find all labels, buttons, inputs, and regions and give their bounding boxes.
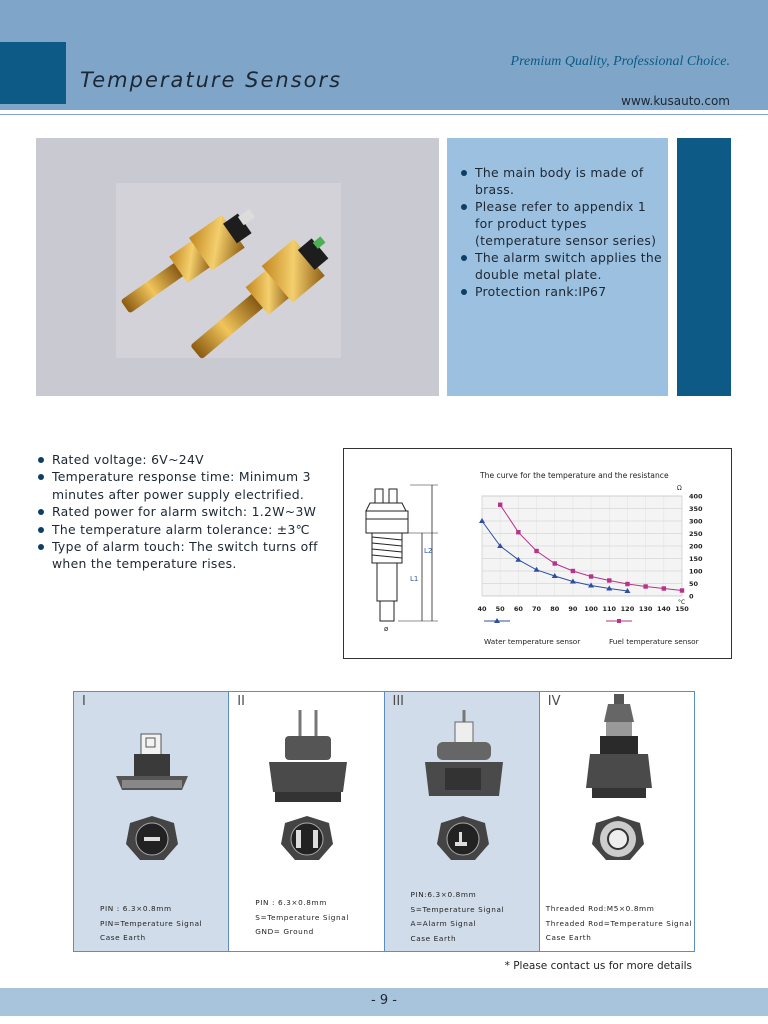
x-tick-label: 50 — [495, 605, 505, 613]
label-l2: L2 — [424, 547, 433, 555]
data-point — [498, 503, 502, 507]
spec-item: Rated voltage: 6V~24V — [36, 451, 336, 468]
feature-item: Please refer to appendix 1 for product types (temperature sensor series) — [459, 198, 664, 249]
page-number: - 9 - — [371, 993, 397, 1008]
type-spec-line: A=Alarm Signal — [410, 919, 477, 928]
type-3-sensor-icon — [385, 692, 540, 892]
y-tick-label: 350 — [689, 505, 703, 513]
x-tick-label: 80 — [550, 605, 560, 613]
type-cell-1 — [74, 692, 229, 951]
curve-figure-svg — [344, 449, 731, 658]
type-spec-line: PIN : 6.3×0.8mm — [255, 898, 327, 907]
x-tick-label: 70 — [532, 605, 542, 613]
type-cell-4 — [540, 692, 694, 951]
product-photo — [36, 138, 439, 396]
feature-list — [459, 164, 664, 300]
type-spec-line: S=Temperature Signal — [255, 912, 349, 922]
type-numeral: II — [237, 694, 245, 709]
x-tick-label: 130 — [638, 605, 653, 613]
type-spec-line: GND= Ground — [255, 927, 314, 936]
label-l1: L1 — [410, 575, 419, 583]
type-spec-line: PIN:6.3×0.8mm — [410, 890, 477, 899]
page-title: Temperature Sensors — [80, 68, 343, 92]
type-spec-line: PIN : 6.3×0.8mm — [100, 904, 172, 913]
y-tick-label: 150 — [689, 555, 703, 563]
spec-list — [36, 451, 336, 573]
y-unit: Ω — [677, 484, 682, 492]
data-point — [643, 584, 647, 588]
feature-item: The main body is made of brass. — [459, 164, 664, 198]
y-tick-label: 100 — [689, 567, 703, 576]
x-tick-label: 110 — [602, 605, 617, 613]
type-4-sensor-icon — [540, 692, 694, 892]
chart-grid — [482, 496, 682, 596]
y-tick-label: 50 — [689, 580, 699, 588]
x-tick-label: 120 — [620, 605, 635, 613]
data-point — [553, 561, 557, 565]
x-unit: °C — [678, 599, 686, 606]
spec-item: Type of alarm touch: The switch turns off when the temperature rises. — [36, 538, 336, 573]
type-numeral: III — [392, 694, 405, 709]
data-point — [589, 574, 593, 578]
spec-item: Rated power for alarm switch: 1.2W~3W — [36, 503, 336, 520]
legend-label: Fuel temperature sensor — [609, 637, 699, 646]
tagline: Premium Quality, Professional Choice. — [510, 54, 730, 69]
side-accent-bar — [677, 138, 731, 396]
chart-title: The curve for the temperature and the resistance — [480, 471, 669, 480]
spec-item: Temperature response time: Minimum 3 minutes after power supply electrified. — [36, 468, 336, 503]
data-point — [625, 582, 629, 586]
sensor-photo-illustration — [36, 138, 439, 396]
type-spec-line: PIN=Temperature Signal — [100, 918, 203, 928]
type-1-details — [100, 902, 202, 946]
website-url: www.kusauto.com — [621, 94, 730, 108]
header-divider — [0, 110, 768, 112]
type-spec-line: Threaded Rod=Temperature Signal — [545, 918, 693, 928]
type-2-sensor-icon — [229, 692, 384, 892]
type-spec-line: Threaded Rod:M5×0.8mm — [545, 904, 655, 913]
header-divider-thin — [0, 114, 768, 115]
y-tick-label: 400 — [689, 492, 703, 501]
legend-marker — [617, 619, 621, 623]
data-point — [662, 586, 666, 590]
x-tick-label: 100 — [584, 605, 598, 613]
feature-item: Protection rank:IP67 — [459, 283, 664, 300]
curve-figure — [343, 448, 732, 659]
header-accent-block — [0, 42, 66, 104]
contact-note: * Please contact us for more details — [504, 960, 692, 972]
type-spec-line: Case Earth — [100, 933, 146, 942]
y-tick-label: 0 — [689, 592, 694, 601]
type-spec-line: Case Earth — [545, 933, 592, 942]
type-2-details — [255, 896, 349, 940]
type-numeral: IV — [547, 694, 561, 709]
spec-item: The temperature alarm tolerance: ±3℃ — [36, 521, 336, 538]
type-spec-line: S=Temperature Signal — [410, 904, 505, 914]
label-diameter: ø — [384, 625, 389, 633]
type-numeral: I — [82, 694, 86, 709]
data-point — [516, 530, 520, 534]
x-tick-label: 140 — [657, 605, 671, 613]
data-point — [680, 588, 684, 592]
chart-legend — [484, 618, 699, 646]
y-tick-label: 200 — [689, 542, 703, 551]
type-spec-line: Case Earth — [410, 933, 457, 943]
legend-label: Water temperature sensor — [484, 637, 581, 646]
type-1-sensor-icon — [74, 692, 229, 892]
y-tick-label: 250 — [689, 530, 703, 538]
x-tick-label: 150 — [675, 605, 689, 613]
data-point — [534, 549, 538, 553]
data-point — [607, 578, 611, 582]
x-tick-label: 40 — [477, 605, 487, 613]
type-4-details — [546, 902, 692, 946]
sensor-types-grid — [73, 691, 695, 952]
x-tick-label: 90 — [568, 605, 578, 613]
x-tick-label: 60 — [513, 605, 523, 613]
feature-item: The alarm switch applies the double metal plate. — [459, 249, 664, 283]
type-cell-3 — [385, 692, 540, 951]
y-tick-label: 300 — [689, 517, 703, 526]
type-3-details — [411, 888, 505, 946]
type-cell-2 — [229, 692, 384, 951]
data-point — [571, 569, 575, 573]
